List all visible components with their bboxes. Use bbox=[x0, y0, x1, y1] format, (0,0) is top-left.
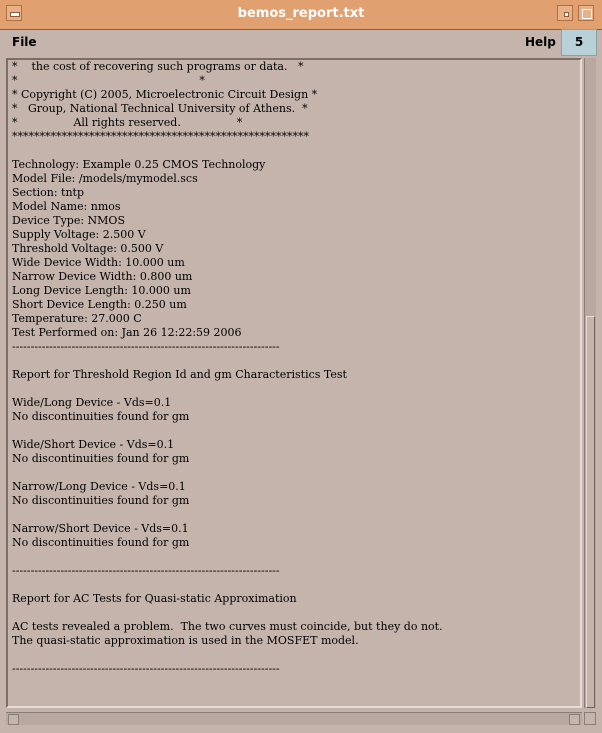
page-number-indicator: 5 bbox=[561, 29, 597, 56]
report-text-area[interactable] bbox=[6, 58, 582, 708]
file-menu[interactable]: File bbox=[12, 35, 37, 49]
vertical-scroll-thumb[interactable] bbox=[586, 316, 595, 708]
scroll-right-arrow-icon[interactable] bbox=[569, 714, 580, 725]
report-text: * the cost of recovering such programs or data. * * * * Copyright (C) 2005, Microelectronic Circuit Design * * Group, National Technical University of Athens. * * All rights reserved. * ****************************************************** Technology: Example 0.25 CMOS Technology Model File: /models/mymodel.scs Section: tntp Model Name: nmos Device Type: NMOS Supply Voltage: 2.500 V Threshold Voltage: 0.500 V Wide Device Width: 10.000 um Narrow Device Width: 0.800 um Long Device Length: 10.000 um Short Device Length: 0.250 um Temperature: 27.000 C Test Performed on: Jan 26 12:22:59 2006 ------------------------------------------------------------------------ Report for Threshold Region Id and gm Characteristics Test Wide/Long Device - Vds=0.1 No discontinuities found for gm Wide/Short Device - Vds=0.1 No discontinuities found for gm Narrow/Long Device - Vds=0.1 No discontinuities found for gm Narrow/Short Device - Vds=0.1 No discontinuities found for gm ------------------------------------------------------------------------ Report for AC Tests for Quasi-static Approximation AC tests revealed a problem. The two curves must coincide, but they do not. The quasi-static approximation is used in the MOSFET model. ------------------------------------------------------------------------ bbox=[12, 60, 443, 675]
window-title: bemos_report.txt bbox=[237, 6, 365, 21]
resize-corner[interactable] bbox=[584, 712, 596, 725]
minimize-icon[interactable] bbox=[557, 5, 573, 21]
title-bar[interactable] bbox=[0, 0, 602, 30]
maximize-icon[interactable] bbox=[578, 5, 594, 21]
menu-bar bbox=[0, 30, 602, 56]
help-menu[interactable]: Help bbox=[525, 35, 556, 49]
vertical-scrollbar[interactable] bbox=[584, 58, 596, 708]
horizontal-scrollbar[interactable] bbox=[6, 712, 582, 725]
scroll-left-arrow-icon[interactable] bbox=[8, 714, 19, 725]
